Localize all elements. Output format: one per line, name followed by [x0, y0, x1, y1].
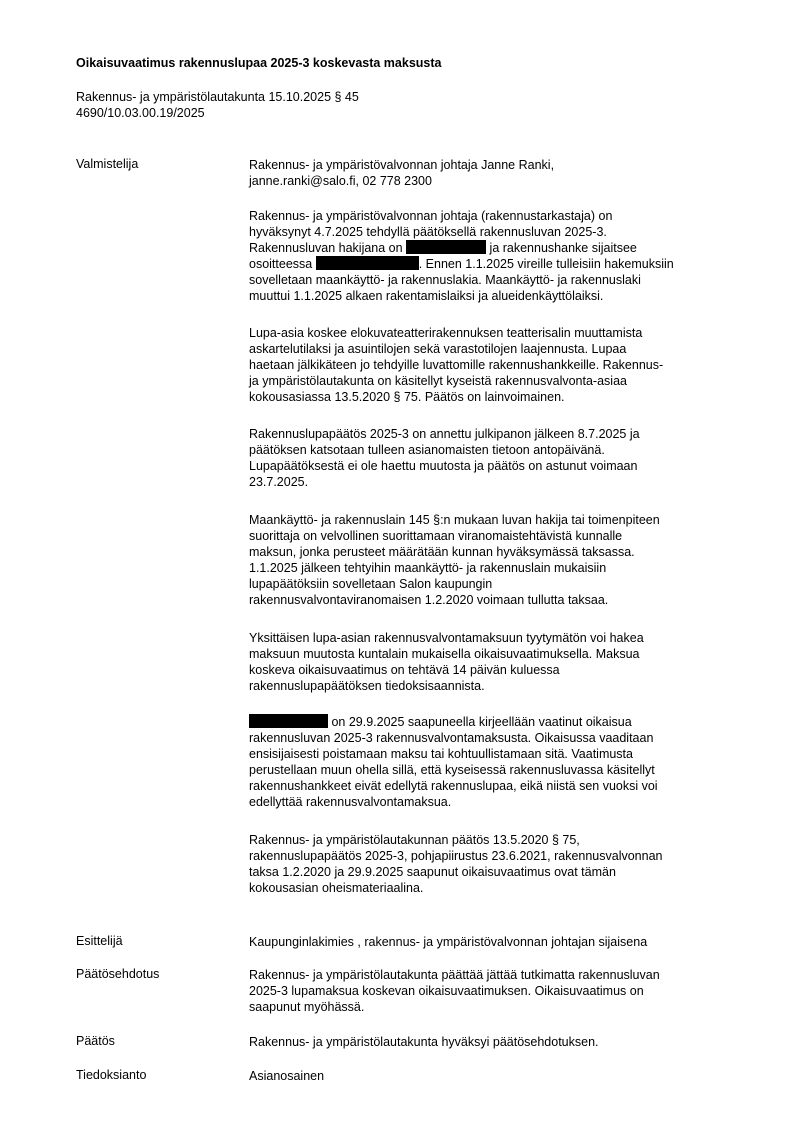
text-line: 2025-3 lupamaksua koskevan oikaisuvaatimuksen. Oikaisuvaatimus on: [249, 984, 644, 998]
text-line: haetaan jälkikäteen jo tehdyille luvattomille rakennushankkeille. Rakennus-: [249, 358, 664, 372]
text-line: Rakennuslupapäätös 2025-3 on annettu julkipanon jälkeen 8.7.2025 ja: [249, 427, 640, 441]
text-line: rakennusluvan 2025-3 rakennusvalvontamaksusta. Oikaisussa vaaditaan: [249, 731, 654, 745]
text-line: ensisijaisesti poistamaan maksu tai kohtuullistamaan sitä. Vaatimusta: [249, 747, 633, 761]
label-paatos: Päätös: [76, 1034, 115, 1048]
paragraph-permit-validity: [249, 426, 737, 490]
text-line: maksun, jonka perusteet määrätään kunnan hyväksymässä taksassa.: [249, 545, 635, 559]
paragraph-permit-decision: [249, 208, 737, 304]
text-line: koskeva oikaisuvaatimus on tehtävä 14 päivän kuluessa: [249, 663, 560, 677]
text-line: ja ympäristölautakunta on käsitellyt kyseistä rakennusvalvonta-asiaa: [249, 374, 627, 388]
redaction-bar: [406, 240, 486, 254]
text-line: perustellaan muun ohella sillä, että kyseisessä rakennusluvassa käsitellyt: [249, 763, 655, 777]
redaction-bar: [249, 714, 328, 728]
text-fragment: osoitteessa: [249, 257, 316, 271]
text-line: edellyttää rakennusvalvontamaksua.: [249, 795, 452, 809]
text-line: 1.1.2025 jälkeen tehtyihin maankäyttö- ja rakennuslain mukaisiin: [249, 561, 607, 575]
text-line: Maankäyttö- ja rakennuslain 145 §:n mukaan luvan hakija tai toimenpiteen: [249, 513, 660, 527]
label-valmistelija: Valmistelija: [76, 157, 139, 171]
notification-text: [249, 1068, 737, 1084]
preparer-contact: janne.ranki@salo.fi, 02 778 2300: [249, 174, 432, 188]
paragraph-permit-subject: [249, 325, 737, 405]
label-esittelija: Esittelijä: [76, 934, 123, 948]
text-line: rakennuslupapäätöksen tiedoksisaannista.: [249, 679, 485, 693]
text-fragment: ja rakennushanke sijaitsee: [486, 241, 637, 255]
paragraph-appeal-rules: [249, 630, 737, 694]
label-paatosehdotus: Päätösehdotus: [76, 967, 160, 981]
text-line: 23.7.2025.: [249, 475, 309, 489]
preparer-name: Rakennus- ja ympäristövalvonnan johtaja Janne Ranki,: [249, 158, 555, 172]
text-fragment: on 29.9.2025 saapuneella kirjeellään vaatinut oikaisua: [328, 715, 632, 729]
text-line: Lupapäätöksestä ei ole haettu muutosta ja päätös on astunut voimaan: [249, 459, 638, 473]
text-line: rakennushankkeet eivät edellytä rakennuslupaa, eikä niistä sen vuoksi voi: [249, 779, 658, 793]
text-line: Asianosainen: [249, 1069, 325, 1083]
text-line: kokousasian oheismateriaalina.: [249, 881, 424, 895]
text-line: Yksittäisen lupa-asian rakennusvalvontamaksuun tyytymätön voi hakea: [249, 631, 644, 645]
meeting-reference: Rakennus- ja ympäristölautakunta 15.10.2025 § 45: [76, 90, 359, 104]
redaction-bar: [316, 256, 419, 270]
paragraph-fee-basis: [249, 512, 737, 608]
text-line: rakennusvalvontaviranomaisen 1.2.2020 voimaan tullutta taksaa.: [249, 593, 609, 607]
text-line: kokousasiassa 13.5.2020 § 75. Päätös on lainvoimainen.: [249, 390, 565, 404]
text-line: askartelutilaksi ja asuintilojen sekä varastotilojen laajennusta. Lupaa: [249, 342, 627, 356]
text-line: lupapäätöksiin sovelletaan Salon kaupungin: [249, 577, 493, 591]
text-line: hyväksynyt 4.7.2025 tehdyllä päätöksellä rakennusluvan 2025-3.: [249, 225, 607, 239]
text-line: Rakennus- ja ympäristölautakunta päättää jättää tutkimatta rakennusluvan: [249, 968, 660, 982]
text-line: päätöksen katsotaan tulleen asianomaisten tietoon antopäivänä.: [249, 443, 605, 457]
text-line: Rakennus- ja ympäristölautakunnan päätös 13.5.2020 § 75,: [249, 833, 580, 847]
text-line: rakennuslupapäätös 2025-3, pohjapiirustus 23.6.2021, rakennusvalvonnan: [249, 849, 663, 863]
text-fragment: . Ennen 1.1.2025 vireille tulleisiin hakemuksiin: [418, 257, 674, 271]
text-line: Kaupunginlakimies , rakennus- ja ympäristövalvonnan johtajan sijaisena: [249, 935, 648, 949]
text-line: maksuun muutosta kuntalain mukaisella oikaisuvaatimuksella. Maksua: [249, 647, 640, 661]
decision-text: [249, 1034, 737, 1050]
preparer-block: [249, 157, 737, 189]
text-line: suorittaja on velvollinen suorittamaan viranomaistehtävistä kunnalle: [249, 529, 623, 543]
paragraph-attachments: [249, 832, 737, 896]
text-line: Lupa-asia koskee elokuvateatterirakennuksen teatterisalin muuttamista: [249, 326, 643, 340]
text-line: [249, 240, 737, 256]
proposal-text: [249, 967, 737, 1015]
text-line: [249, 714, 737, 730]
text-line: muuttui 1.1.2025 alkaen rakentamislaiksi ja alueidenkäyttölaiksi.: [249, 289, 604, 303]
record-number: 4690/10.03.00.19/2025: [76, 106, 205, 120]
text-line: [249, 256, 737, 272]
paragraph-appeal-claim: [249, 714, 737, 810]
text-line: sovelletaan maankäyttö- ja rakennuslakia. Maankäyttö- ja rakennuslaki: [249, 273, 641, 287]
label-tiedoksianto: Tiedoksianto: [76, 1068, 147, 1082]
text-line: saapunut myöhässä.: [249, 1000, 365, 1014]
text-line: Rakennus- ja ympäristövalvonnan johtaja (rakennustarkastaja) on: [249, 209, 613, 223]
document-title: Oikaisuvaatimus rakennuslupaa 2025-3 koskevasta maksusta: [76, 56, 442, 70]
text-line: Rakennus- ja ympäristölautakunta hyväksyi päätösehdotuksen.: [249, 1035, 599, 1049]
presenter-text: [249, 934, 737, 950]
text-line: taksa 1.2.2020 ja 29.9.2025 saapunut oikaisuvaatimus ovat tämän: [249, 865, 616, 879]
text-fragment: Rakennusluvan hakijana on: [249, 241, 407, 255]
